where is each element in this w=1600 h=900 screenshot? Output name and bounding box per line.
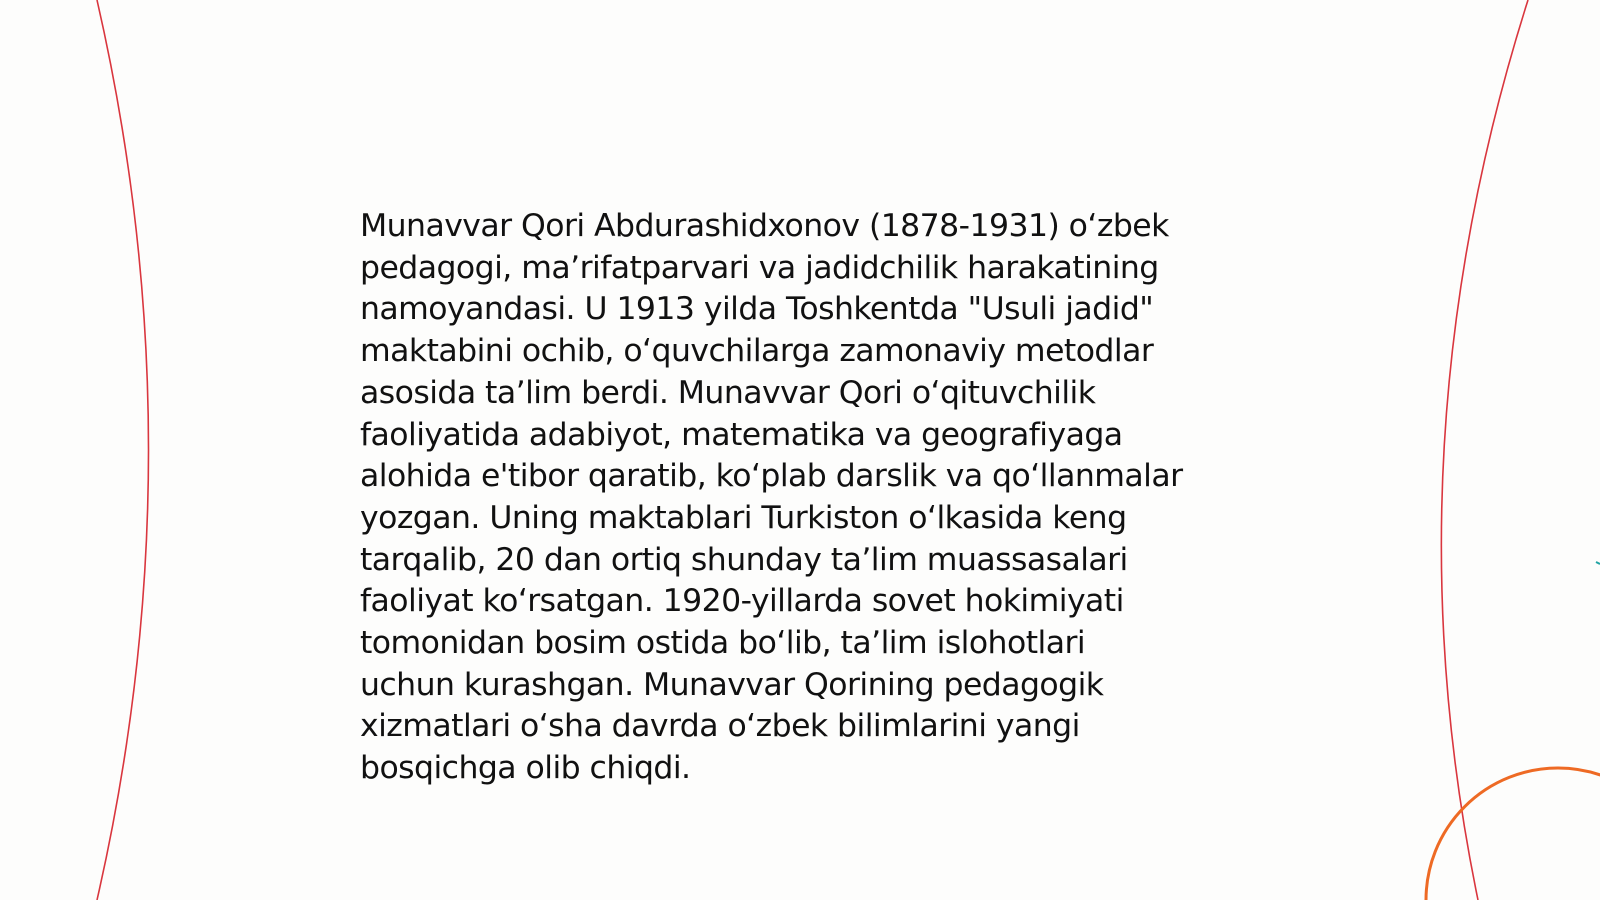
slide-body-text: Munavvar Qori Abdurashidxonov (1878-1931) o‘zbek pedagogi, ma’rifatparvari va jadidchilik harakatining namoyandasi. U 1913 yilda Toshkentda "Usuli jadid" maktabini ochib, o‘quvchilarga zamonaviy metodlar asosida ta’lim berdi. Munavvar Qori o‘qituvchilik faoliyatida adabiyot, matematika va geografiyaga alohida e'tibor qaratib, ko‘plab darslik va qo‘llanmalar yozgan. Uning maktablari Turkiston o‘lkasida keng tarqalib, 20 dan ortiq shunday ta’lim muassasalari faoliyat ko‘rsatgan. 1920-yillarda sovet hokimiyati tomonidan bosim ostida bo‘lib, ta’lim islohotlari uchun kurashgan. Munavvar Qorining pedagogik xizmatlari o‘sha davrda o‘zbek bilimlarini yangi bosqichga olib chiqdi. xyxy=(360,208,1183,787)
orange-circle-outline xyxy=(1426,768,1600,900)
right-arc-line xyxy=(1441,0,1528,900)
teal-accent-mark xyxy=(1596,562,1600,564)
left-arc-line xyxy=(97,0,149,900)
